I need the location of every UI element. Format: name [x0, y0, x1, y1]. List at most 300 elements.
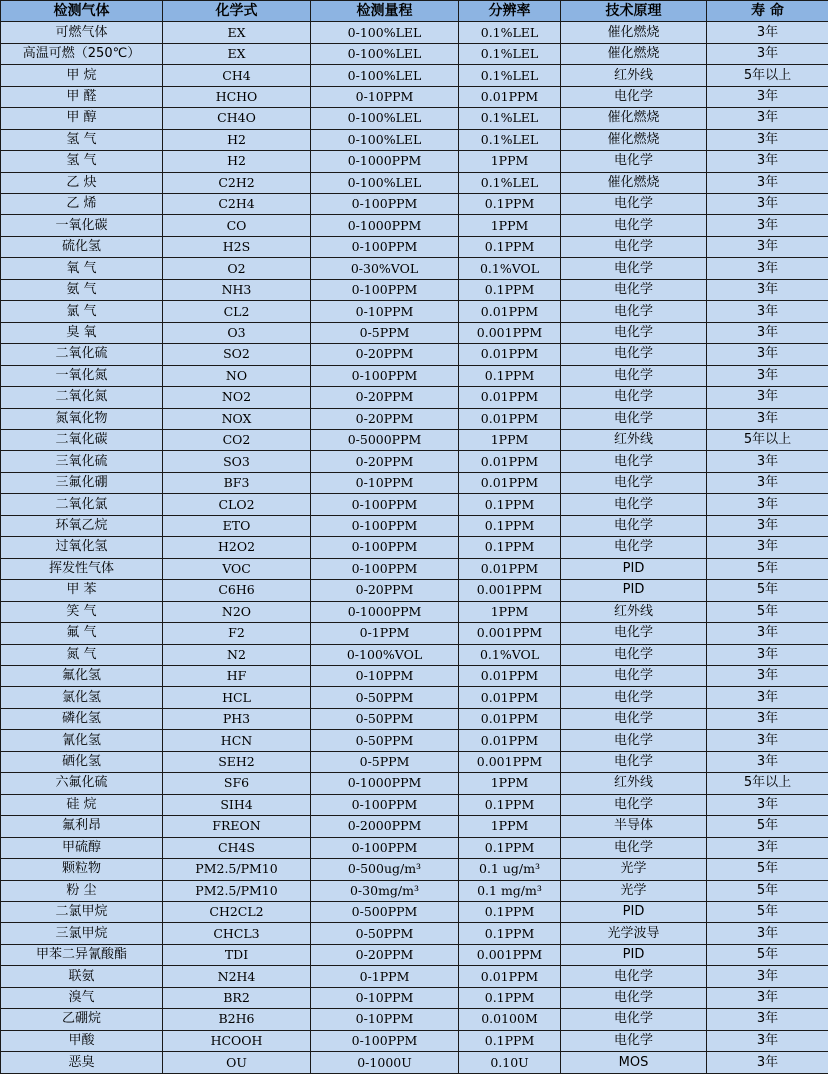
lifespan-cell: 3年 — [707, 644, 828, 665]
lifespan-cell: 5年 — [707, 580, 828, 601]
table-row — [1, 472, 828, 493]
principle-cell: 电化学 — [561, 987, 707, 1008]
principle-cell: PID — [561, 901, 707, 922]
principle-cell: 电化学 — [561, 301, 707, 322]
table-row — [1, 966, 828, 987]
lifespan-cell: 3年 — [707, 408, 828, 429]
formula-cell: BF3 — [163, 472, 311, 493]
formula-cell: NH3 — [163, 279, 311, 300]
formula-cell: SO3 — [163, 451, 311, 472]
lifespan-cell: 3年 — [707, 151, 828, 172]
lifespan-cell: 3年 — [707, 1030, 828, 1051]
formula-cell: C2H2 — [163, 172, 311, 193]
lifespan-cell: 5年 — [707, 601, 828, 622]
formula-cell: SF6 — [163, 773, 311, 794]
header-formula: 化学式 — [163, 1, 311, 22]
table-row — [1, 301, 828, 322]
gas-cell: 乙 烯 — [1, 194, 163, 215]
principle-cell: 电化学 — [561, 279, 707, 300]
formula-cell: VOC — [163, 558, 311, 579]
lifespan-cell: 3年 — [707, 665, 828, 686]
formula-cell: ETO — [163, 515, 311, 536]
header-resolution: 分辨率 — [459, 1, 561, 22]
resolution-cell: 0.1%LEL — [459, 65, 561, 86]
formula-cell: CO2 — [163, 430, 311, 451]
range-cell: 0-5PPM — [311, 322, 459, 343]
principle-cell: 电化学 — [561, 730, 707, 751]
range-cell: 0-100PPM — [311, 279, 459, 300]
principle-cell: 电化学 — [561, 344, 707, 365]
formula-cell: TDI — [163, 944, 311, 965]
formula-cell: SIH4 — [163, 794, 311, 815]
lifespan-cell: 3年 — [707, 987, 828, 1008]
table-row — [1, 987, 828, 1008]
range-cell: 0-100%LEL — [311, 43, 459, 64]
lifespan-cell: 3年 — [707, 751, 828, 772]
table-row — [1, 236, 828, 257]
resolution-cell: 0.1PPM — [459, 837, 561, 858]
lifespan-cell: 3年 — [707, 1009, 828, 1030]
resolution-cell: 0.01PPM — [459, 86, 561, 107]
formula-cell: B2H6 — [163, 1009, 311, 1030]
formula-cell: SEH2 — [163, 751, 311, 772]
range-cell: 0-10PPM — [311, 86, 459, 107]
range-cell: 0-500ug/m³ — [311, 859, 459, 880]
resolution-cell: 0.0100M — [459, 1009, 561, 1030]
principle-cell: 电化学 — [561, 215, 707, 236]
range-cell: 0-50PPM — [311, 687, 459, 708]
lifespan-cell: 3年 — [707, 623, 828, 644]
lifespan-cell: 3年 — [707, 86, 828, 107]
gas-cell: 环氧乙烷 — [1, 515, 163, 536]
range-cell: 0-50PPM — [311, 730, 459, 751]
range-cell: 0-10PPM — [311, 665, 459, 686]
range-cell: 0-100PPM — [311, 794, 459, 815]
formula-cell: H2 — [163, 151, 311, 172]
lifespan-cell: 5年 — [707, 558, 828, 579]
gas-cell: 氯化氢 — [1, 687, 163, 708]
lifespan-cell: 3年 — [707, 322, 828, 343]
resolution-cell: 0.01PPM — [459, 730, 561, 751]
principle-cell: 电化学 — [561, 322, 707, 343]
gas-cell: 甲 烷 — [1, 65, 163, 86]
table-row — [1, 623, 828, 644]
range-cell: 0-50PPM — [311, 923, 459, 944]
formula-cell: HF — [163, 665, 311, 686]
table-row — [1, 108, 828, 129]
range-cell: 0-10PPM — [311, 1009, 459, 1030]
table-row — [1, 451, 828, 472]
lifespan-cell: 3年 — [707, 387, 828, 408]
principle-cell: 电化学 — [561, 623, 707, 644]
formula-cell: PM2.5/PM10 — [163, 859, 311, 880]
table-row — [1, 279, 828, 300]
principle-cell: 催化燃烧 — [561, 22, 707, 43]
range-cell: 0-1000PPM — [311, 773, 459, 794]
resolution-cell: 0.01PPM — [459, 451, 561, 472]
gas-cell: 高温可燃（250℃） — [1, 43, 163, 64]
header-gas: 检测气体 — [1, 1, 163, 22]
gas-cell: 乙 炔 — [1, 172, 163, 193]
lifespan-cell: 3年 — [707, 1052, 828, 1074]
gas-cell: 恶臭 — [1, 1052, 163, 1074]
header-principle: 技术原理 — [561, 1, 707, 22]
resolution-cell: 0.01PPM — [459, 387, 561, 408]
lifespan-cell: 5年 — [707, 944, 828, 965]
lifespan-cell: 3年 — [707, 301, 828, 322]
lifespan-cell: 3年 — [707, 966, 828, 987]
principle-cell: 光学 — [561, 859, 707, 880]
table-row — [1, 708, 828, 729]
resolution-cell: 0.1 mg/m³ — [459, 880, 561, 901]
range-cell: 0-100PPM — [311, 1030, 459, 1051]
formula-cell: HCL — [163, 687, 311, 708]
resolution-cell: 0.01PPM — [459, 687, 561, 708]
resolution-cell: 0.1%LEL — [459, 108, 561, 129]
range-cell: 0-100PPM — [311, 837, 459, 858]
range-cell: 0-100%LEL — [311, 65, 459, 86]
resolution-cell: 0.1PPM — [459, 515, 561, 536]
formula-cell: BR2 — [163, 987, 311, 1008]
lifespan-cell: 3年 — [707, 708, 828, 729]
lifespan-cell: 5年 — [707, 880, 828, 901]
resolution-cell: 0.1PPM — [459, 365, 561, 386]
principle-cell: 催化燃烧 — [561, 172, 707, 193]
principle-cell: 电化学 — [561, 794, 707, 815]
table-row — [1, 944, 828, 965]
lifespan-cell: 3年 — [707, 279, 828, 300]
formula-cell: H2O2 — [163, 537, 311, 558]
resolution-cell: 0.01PPM — [459, 966, 561, 987]
table-row — [1, 365, 828, 386]
formula-cell: O3 — [163, 322, 311, 343]
lifespan-cell: 5年以上 — [707, 430, 828, 451]
gas-cell: 甲 醛 — [1, 86, 163, 107]
table-row — [1, 215, 828, 236]
resolution-cell: 0.10U — [459, 1052, 561, 1074]
table-header-row — [1, 1, 828, 22]
resolution-cell: 0.1PPM — [459, 1030, 561, 1051]
formula-cell: N2 — [163, 644, 311, 665]
lifespan-cell: 5年 — [707, 901, 828, 922]
resolution-cell: 0.01PPM — [459, 665, 561, 686]
resolution-cell: 0.1PPM — [459, 236, 561, 257]
table-row — [1, 901, 828, 922]
resolution-cell: 0.1PPM — [459, 923, 561, 944]
formula-cell: CLO2 — [163, 494, 311, 515]
range-cell: 0-100PPM — [311, 236, 459, 257]
gas-cell: 甲苯二异氰酸酯 — [1, 944, 163, 965]
range-cell: 0-100PPM — [311, 558, 459, 579]
table-row — [1, 816, 828, 837]
lifespan-cell: 3年 — [707, 236, 828, 257]
range-cell: 0-10PPM — [311, 987, 459, 1008]
gas-cell: 磷化氢 — [1, 708, 163, 729]
formula-cell: EX — [163, 22, 311, 43]
table-body — [1, 22, 828, 1074]
table-row — [1, 730, 828, 751]
header-range: 检测量程 — [311, 1, 459, 22]
range-cell: 0-100PPM — [311, 515, 459, 536]
formula-cell: C2H4 — [163, 194, 311, 215]
formula-cell: HCOOH — [163, 1030, 311, 1051]
lifespan-cell: 3年 — [707, 794, 828, 815]
gas-cell: 氟利昂 — [1, 816, 163, 837]
formula-cell: PM2.5/PM10 — [163, 880, 311, 901]
gas-cell: 氧 气 — [1, 258, 163, 279]
formula-cell: OU — [163, 1052, 311, 1074]
formula-cell: N2H4 — [163, 966, 311, 987]
range-cell: 0-5000PPM — [311, 430, 459, 451]
principle-cell: 红外线 — [561, 601, 707, 622]
gas-cell: 硫化氢 — [1, 236, 163, 257]
range-cell: 0-1PPM — [311, 623, 459, 644]
table-row — [1, 494, 828, 515]
gas-cell: 氟化氢 — [1, 665, 163, 686]
principle-cell: 催化燃烧 — [561, 43, 707, 64]
formula-cell: HCN — [163, 730, 311, 751]
gas-cell: 甲 醇 — [1, 108, 163, 129]
table-row — [1, 129, 828, 150]
table-row — [1, 794, 828, 815]
formula-cell: CH4O — [163, 108, 311, 129]
table-row — [1, 194, 828, 215]
gas-cell: 一氧化氮 — [1, 365, 163, 386]
resolution-cell: 0.001PPM — [459, 751, 561, 772]
lifespan-cell: 3年 — [707, 215, 828, 236]
range-cell: 0-1PPM — [311, 966, 459, 987]
resolution-cell: 0.01PPM — [459, 344, 561, 365]
table-row — [1, 344, 828, 365]
resolution-cell: 1PPM — [459, 773, 561, 794]
table-row — [1, 859, 828, 880]
table-row — [1, 22, 828, 43]
formula-cell: FREON — [163, 816, 311, 837]
gas-cell: 氮 气 — [1, 644, 163, 665]
resolution-cell: 0.1 ug/m³ — [459, 859, 561, 880]
principle-cell: 电化学 — [561, 387, 707, 408]
resolution-cell: 0.01PPM — [459, 708, 561, 729]
range-cell: 0-100PPM — [311, 365, 459, 386]
table-row — [1, 322, 828, 343]
resolution-cell: 0.001PPM — [459, 580, 561, 601]
principle-cell: 电化学 — [561, 86, 707, 107]
gas-cell: 粉 尘 — [1, 880, 163, 901]
range-cell: 0-20PPM — [311, 580, 459, 601]
formula-cell: N2O — [163, 601, 311, 622]
range-cell: 0-5PPM — [311, 751, 459, 772]
principle-cell: 催化燃烧 — [561, 108, 707, 129]
principle-cell: 电化学 — [561, 408, 707, 429]
principle-cell: 电化学 — [561, 365, 707, 386]
formula-cell: NO — [163, 365, 311, 386]
principle-cell: 电化学 — [561, 966, 707, 987]
resolution-cell: 1PPM — [459, 151, 561, 172]
table-row — [1, 1052, 828, 1074]
table-row — [1, 687, 828, 708]
resolution-cell: 0.01PPM — [459, 558, 561, 579]
table-row — [1, 1030, 828, 1051]
resolution-cell: 0.1%VOL — [459, 644, 561, 665]
gas-cell: 氨 气 — [1, 279, 163, 300]
principle-cell: 催化燃烧 — [561, 129, 707, 150]
principle-cell: 电化学 — [561, 665, 707, 686]
lifespan-cell: 3年 — [707, 515, 828, 536]
range-cell: 0-1000PPM — [311, 215, 459, 236]
gas-cell: 可燃气体 — [1, 22, 163, 43]
principle-cell: 电化学 — [561, 236, 707, 257]
table-row — [1, 644, 828, 665]
range-cell: 0-2000PPM — [311, 816, 459, 837]
lifespan-cell: 3年 — [707, 108, 828, 129]
principle-cell: PID — [561, 580, 707, 601]
gas-cell: 过氧化氢 — [1, 537, 163, 558]
formula-cell: H2S — [163, 236, 311, 257]
range-cell: 0-100%LEL — [311, 129, 459, 150]
table-row — [1, 43, 828, 64]
table-row — [1, 880, 828, 901]
range-cell: 0-100PPM — [311, 194, 459, 215]
formula-cell: O2 — [163, 258, 311, 279]
range-cell: 0-1000PPM — [311, 601, 459, 622]
principle-cell: 电化学 — [561, 751, 707, 772]
resolution-cell: 0.01PPM — [459, 472, 561, 493]
principle-cell: 电化学 — [561, 451, 707, 472]
resolution-cell: 0.01PPM — [459, 301, 561, 322]
range-cell: 0-20PPM — [311, 944, 459, 965]
gas-cell: 二氧化氮 — [1, 387, 163, 408]
resolution-cell: 0.001PPM — [459, 944, 561, 965]
principle-cell: 电化学 — [561, 258, 707, 279]
lifespan-cell: 3年 — [707, 451, 828, 472]
gas-cell: 三氟化硼 — [1, 472, 163, 493]
formula-cell: CL2 — [163, 301, 311, 322]
resolution-cell: 0.1PPM — [459, 494, 561, 515]
principle-cell: 红外线 — [561, 430, 707, 451]
table-row — [1, 172, 828, 193]
table-row — [1, 580, 828, 601]
range-cell: 0-20PPM — [311, 344, 459, 365]
principle-cell: 电化学 — [561, 515, 707, 536]
principle-cell: 电化学 — [561, 837, 707, 858]
table-row — [1, 258, 828, 279]
gas-cell: 三氧化硫 — [1, 451, 163, 472]
gas-cell: 二氧化硫 — [1, 344, 163, 365]
gas-cell: 二氧化氯 — [1, 494, 163, 515]
resolution-cell: 0.01PPM — [459, 408, 561, 429]
lifespan-cell: 3年 — [707, 923, 828, 944]
table-row — [1, 430, 828, 451]
lifespan-cell: 3年 — [707, 837, 828, 858]
range-cell: 0-100%LEL — [311, 22, 459, 43]
gas-cell: 乙硼烷 — [1, 1009, 163, 1030]
gas-cell: 氰化氢 — [1, 730, 163, 751]
lifespan-cell: 3年 — [707, 472, 828, 493]
formula-cell: SO2 — [163, 344, 311, 365]
range-cell: 0-10PPM — [311, 301, 459, 322]
gas-cell: 氢 气 — [1, 129, 163, 150]
gas-cell: 臭 氧 — [1, 322, 163, 343]
lifespan-cell: 3年 — [707, 730, 828, 751]
formula-cell: CO — [163, 215, 311, 236]
range-cell: 0-20PPM — [311, 387, 459, 408]
principle-cell: 光学波导 — [561, 923, 707, 944]
table-row — [1, 151, 828, 172]
formula-cell: H2 — [163, 129, 311, 150]
table-row — [1, 515, 828, 536]
gas-cell: 甲 苯 — [1, 580, 163, 601]
gas-cell: 三氯甲烷 — [1, 923, 163, 944]
principle-cell: MOS — [561, 1052, 707, 1074]
range-cell: 0-20PPM — [311, 408, 459, 429]
table-row — [1, 65, 828, 86]
principle-cell: 电化学 — [561, 1030, 707, 1051]
lifespan-cell: 3年 — [707, 258, 828, 279]
lifespan-cell: 3年 — [707, 687, 828, 708]
lifespan-cell: 3年 — [707, 344, 828, 365]
principle-cell: 电化学 — [561, 194, 707, 215]
table-row — [1, 387, 828, 408]
lifespan-cell: 3年 — [707, 43, 828, 64]
formula-cell: NOX — [163, 408, 311, 429]
formula-cell: HCHO — [163, 86, 311, 107]
formula-cell: CHCL3 — [163, 923, 311, 944]
principle-cell: 电化学 — [561, 1009, 707, 1030]
lifespan-cell: 5年 — [707, 816, 828, 837]
resolution-cell: 0.1PPM — [459, 194, 561, 215]
gas-cell: 二氧化碳 — [1, 430, 163, 451]
resolution-cell: 0.1PPM — [459, 794, 561, 815]
gas-cell: 二氯甲烷 — [1, 901, 163, 922]
table-row — [1, 837, 828, 858]
table-row — [1, 923, 828, 944]
lifespan-cell: 5年 — [707, 859, 828, 880]
lifespan-cell: 3年 — [707, 494, 828, 515]
lifespan-cell: 3年 — [707, 365, 828, 386]
gas-cell: 颗粒物 — [1, 859, 163, 880]
principle-cell: PID — [561, 944, 707, 965]
gas-cell: 溴气 — [1, 987, 163, 1008]
range-cell: 0-100%LEL — [311, 172, 459, 193]
resolution-cell: 0.1%LEL — [459, 172, 561, 193]
gas-cell: 六氟化硫 — [1, 773, 163, 794]
gas-cell: 氟 气 — [1, 623, 163, 644]
formula-cell: F2 — [163, 623, 311, 644]
table-row — [1, 665, 828, 686]
header-lifespan: 寿 命 — [707, 1, 828, 22]
principle-cell: 光学 — [561, 880, 707, 901]
range-cell: 0-100PPM — [311, 494, 459, 515]
range-cell: 0-10PPM — [311, 472, 459, 493]
principle-cell: 电化学 — [561, 151, 707, 172]
resolution-cell: 1PPM — [459, 601, 561, 622]
range-cell: 0-30%VOL — [311, 258, 459, 279]
principle-cell: 电化学 — [561, 494, 707, 515]
lifespan-cell: 3年 — [707, 537, 828, 558]
resolution-cell: 0.1PPM — [459, 901, 561, 922]
gas-cell: 氢 气 — [1, 151, 163, 172]
range-cell: 0-100%LEL — [311, 108, 459, 129]
lifespan-cell: 5年以上 — [707, 773, 828, 794]
range-cell: 0-20PPM — [311, 451, 459, 472]
principle-cell: 红外线 — [561, 773, 707, 794]
gas-cell: 一氧化碳 — [1, 215, 163, 236]
principle-cell: 电化学 — [561, 537, 707, 558]
formula-cell: CH2CL2 — [163, 901, 311, 922]
resolution-cell: 0.001PPM — [459, 322, 561, 343]
lifespan-cell: 3年 — [707, 22, 828, 43]
lifespan-cell: 3年 — [707, 172, 828, 193]
